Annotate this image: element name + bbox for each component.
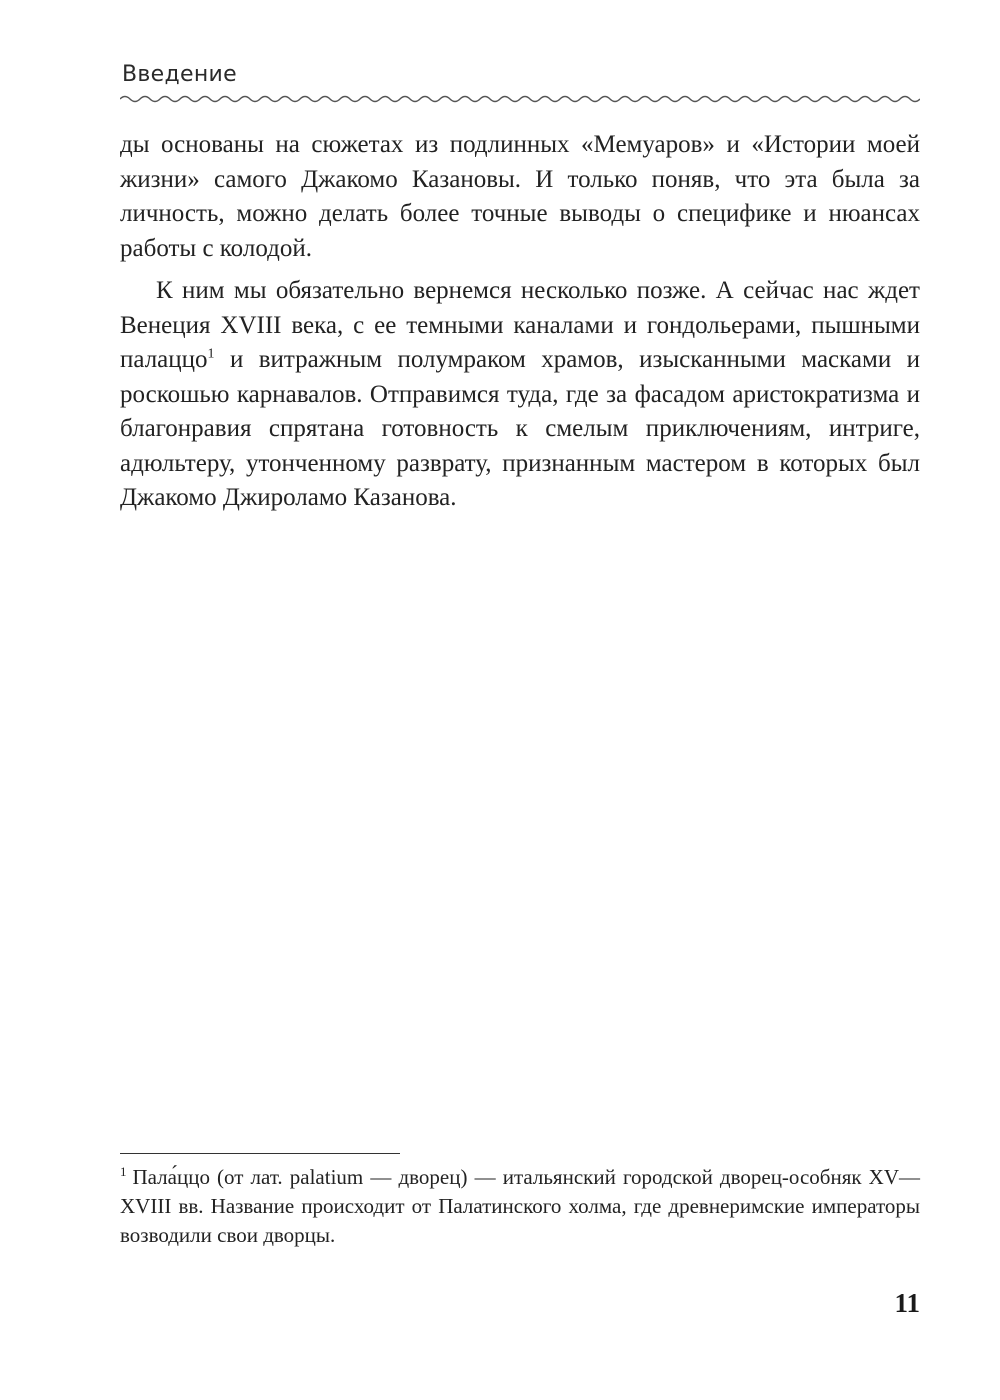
footnote-text: Пала́ццо (от лат. palatium — дворец) — итальянский городской дворец-особняк XV—XVIII вв. Название происходит от Палатинского холма, где древнеримские императоры возводили свои дворцы. (120, 1165, 920, 1247)
page-number: 11 (894, 1288, 920, 1318)
paragraph-2 (120, 274, 920, 516)
paragraph-2-part-1: К ним мы обязательно вернемся несколько позже. А сейчас нас ждет Венеция XVIII века, с ее темными каналами и гондольерами, пышными палаццо (120, 277, 920, 373)
footnote-reference[interactable]: 1 (207, 346, 215, 362)
footnote-divider (120, 1153, 400, 1154)
paragraph-1: ды основаны на сюжетах из подлинных «Мемуаров» и «Истории моей жизни» самого Джакомо Казановы. И только поняв, что эта была за личность, можно делать более точные выводы о специфике и нюансах работы с колодой. (120, 131, 920, 262)
running-head: Введение (122, 62, 237, 87)
main-text (120, 128, 920, 516)
wavy-divider (120, 93, 920, 105)
footnote (120, 1163, 920, 1250)
paragraph-2-part-2: и витражным полумраком храмов, изысканными масками и роскошью карнавалов. Отправимся туда, где за фасадом аристократизма и благонравия спрятана готовность к смелым приключениям, интриге, адюльтеру, утонченному разврату, признанным мастером в которых был Джакомо Джироламо Казанова. (120, 346, 920, 511)
footnote-mark: 1 (120, 1164, 127, 1179)
